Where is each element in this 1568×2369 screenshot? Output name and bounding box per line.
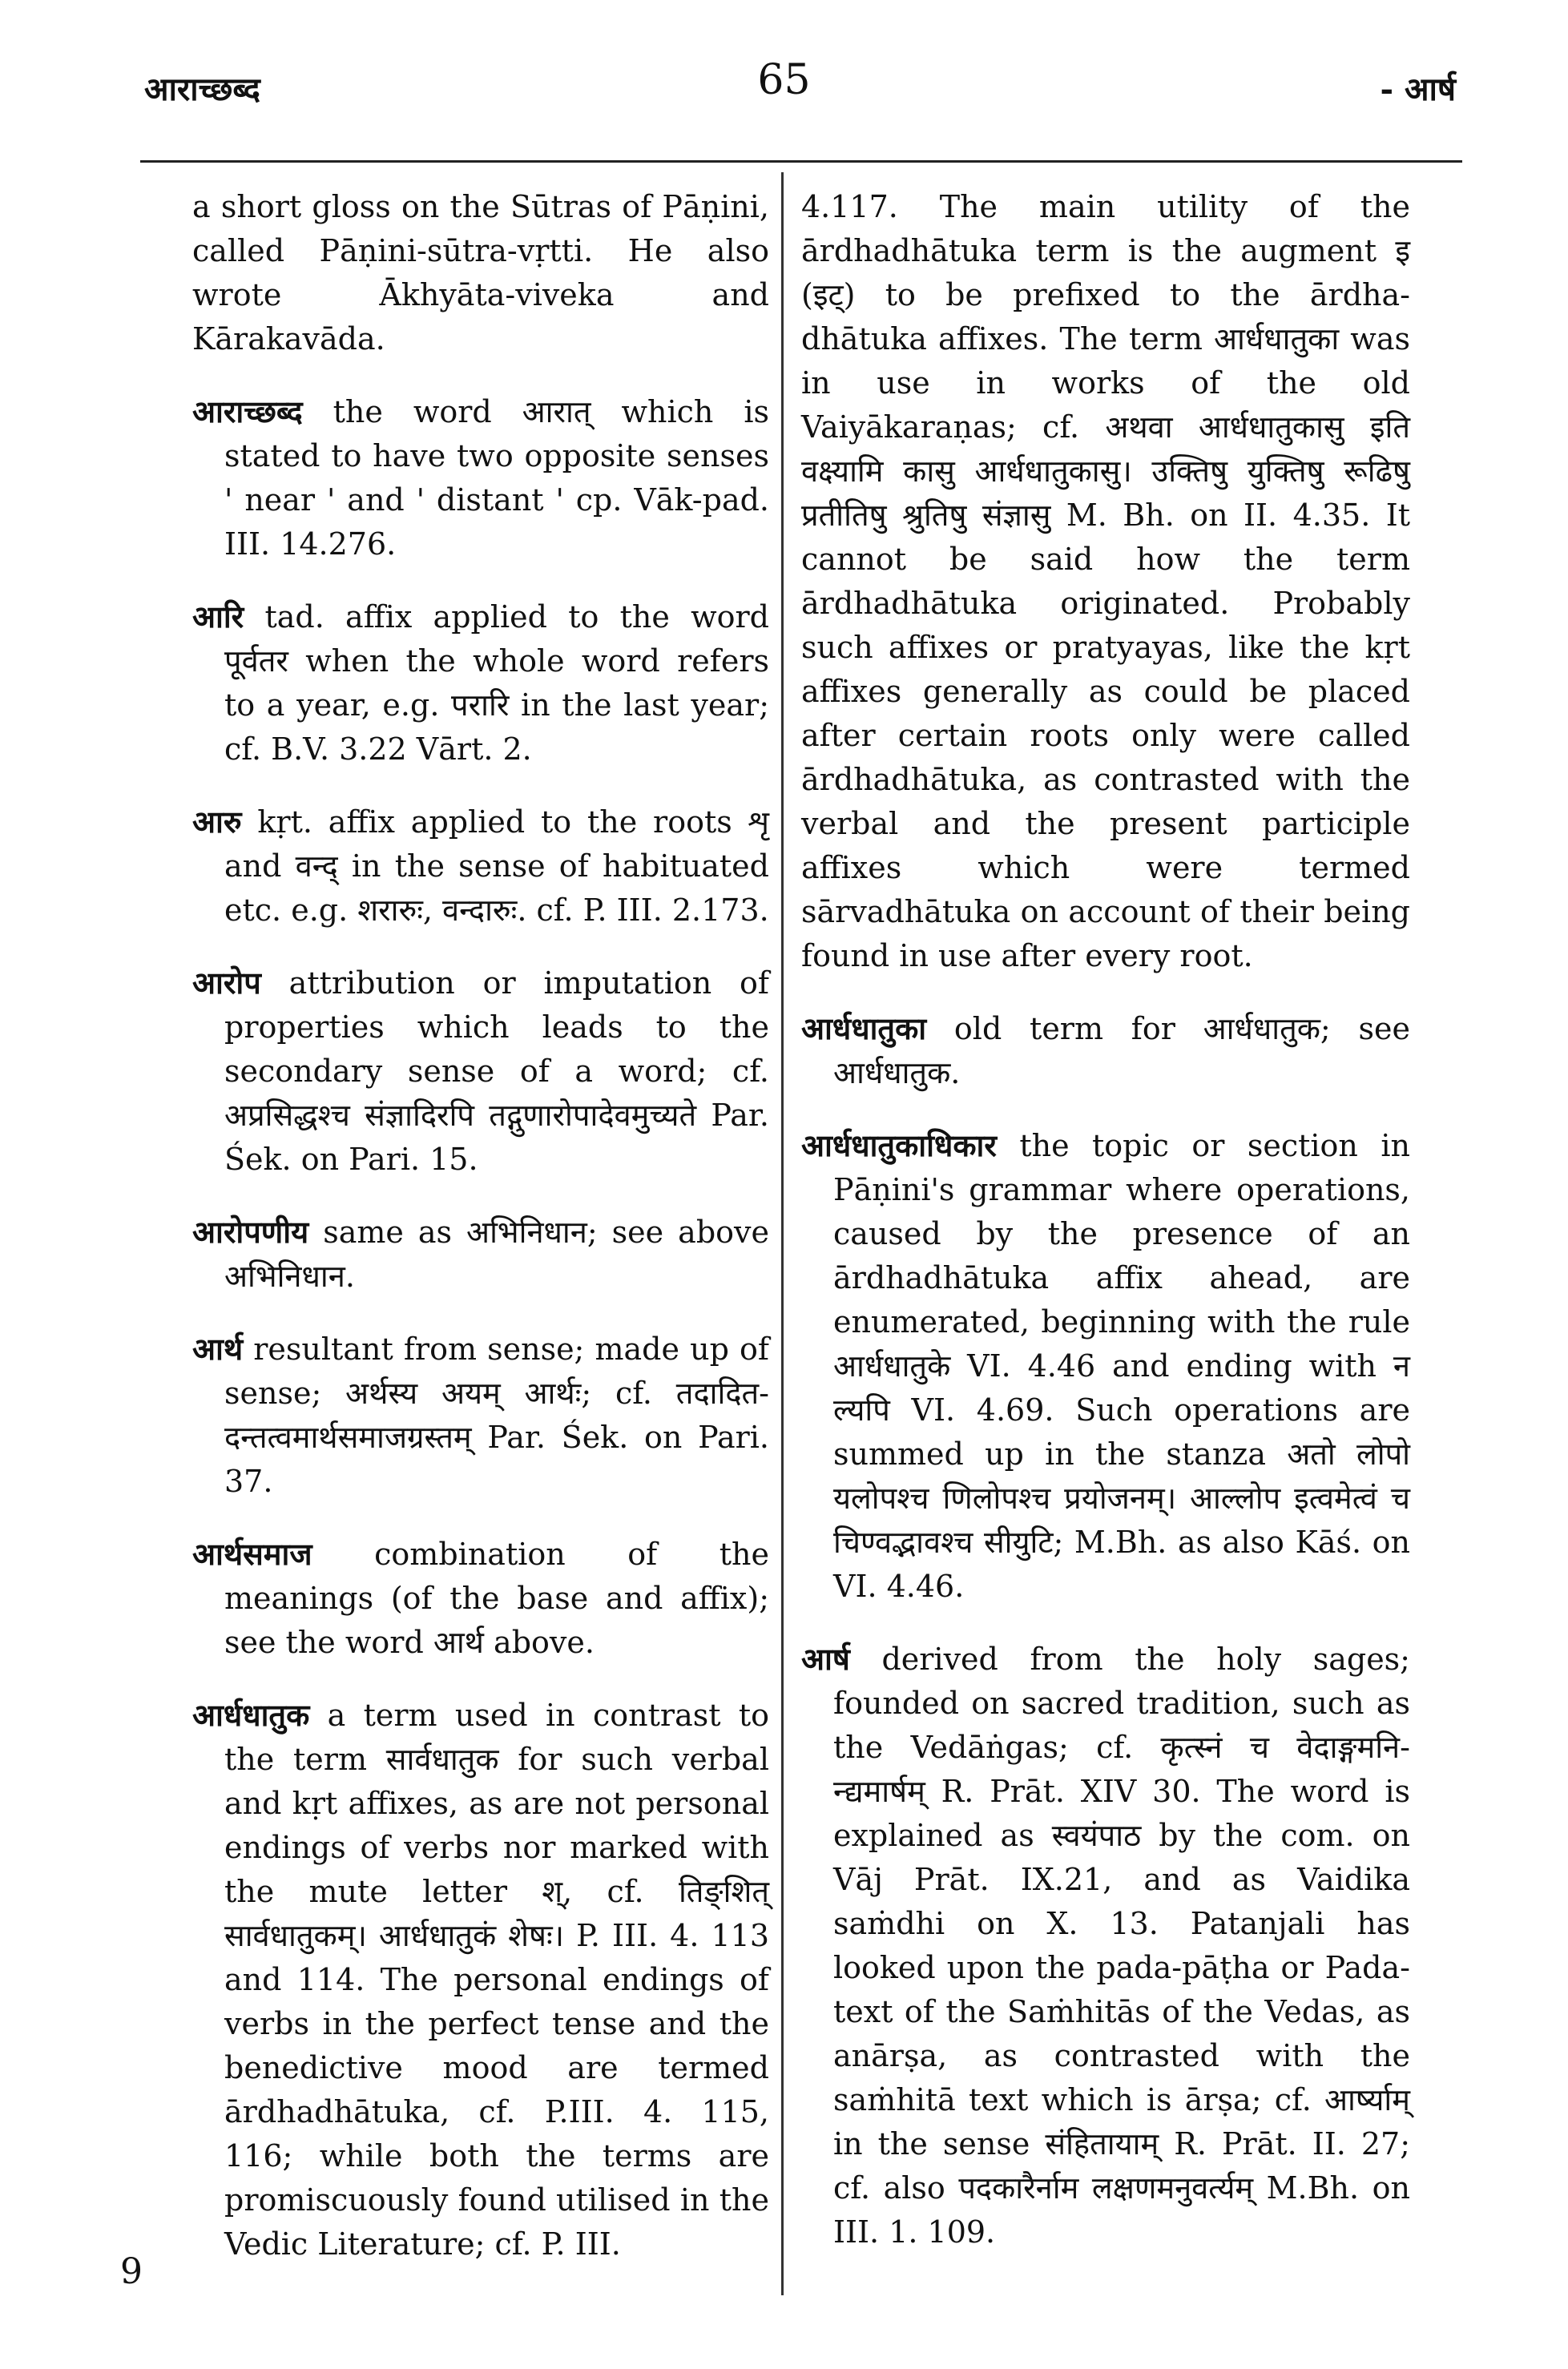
dictionary-entry [192, 800, 769, 933]
running-head-right: - आर्ष [1380, 71, 1456, 108]
entry-text: kṛt. affix applied to the roots शृ and वन्द् in the sense of habituated etc. e.g. शरारुः, वन्दारुः. cf. P. III. 2.173. [224, 804, 769, 928]
dictionary-entry [192, 1532, 769, 1665]
footer-mark: 9 [120, 2251, 143, 2292]
page-number: 65 [757, 56, 811, 104]
entry-text: 4.117. The main utility of the ārdhadhātuka term is the augment इ (इट्) to be prefixed to the ārdha-dhātuka affixes. The term आर्धधातुका was in use in works of the old Vaiyākaraṇas; cf. अथवा आर्धधातुकासु इति वक्ष्यामि कासु आर्धधातुकासु। उक्तिषु युक्तिषु रूढिषु प्रतीतिषु श्रुतिषु संज्ञासु M. Bh. on II. 4.35. It cannot be said how the term ārdhadhātuka originated. Probably such affixes or pratyayas, like the kṛt affixes generally as could be placed after certain roots only were called ārdhadhātuka, as contrasted with the verbal and the present participle affixes which were termed sārvadhātuka on account of their being found in use after every root. [801, 189, 1410, 973]
entry-headword: आराच्छब्द [192, 393, 303, 429]
dictionary-entry [192, 389, 769, 566]
entry-text: resultant from sense; made up of sense; अर्थस्य अयम् आर्थः; cf. तदादित-दन्तत्वमार्थसमाजग्रस्तम् Par. Śek. on Pari. 37. [224, 1332, 769, 1499]
entry-text: tad. affix applied to the word पूर्वतर when the whole word refers to a year, e.g. परारि in the last year; cf. B.V. 3.22 Vārt. 2. [224, 599, 769, 767]
dictionary-entry [192, 961, 769, 1182]
entry-headword: आर्थसमाज [192, 1536, 312, 1572]
left-column [192, 184, 769, 2294]
entry-headword: आर्ष [801, 1641, 850, 1677]
entry-text: derived from the holy sages; founded on sacred tradition, such as the Vedāṅgas; cf. कृत्स्नं च वेदाङ्गमनि-न्द्यमार्षम् R. Prāt. XIV 30. The word is explained as स्वयंपाठ by the com. on Vāj Prāt. IX.21, and as Vaidika saṁdhi on X. 13. Patanjali has looked upon the pada-pāṭha or Pada-text of the Saṁhitās of the Vedas, as anārṣa, as contrasted with the saṁhitā text which is ārṣa; cf. आर्ष्याम् in the sense संहितायाम् R. Prāt. II. 27; cf. also पदकारैर्नाम लक्षणमनुवर्त्यम् M.Bh. on III. 1. 109. [833, 1642, 1410, 2250]
entry-text: a short gloss on the Sūtras of Pāṇini, called Pāṇini-sūtra-vṛtti. He also wrote Ākhyāta-viveka and Kārakavāda. [192, 189, 769, 357]
dictionary-entry [801, 1637, 1410, 2254]
dictionary-entry [192, 1693, 769, 2266]
entry-headword: आरि [192, 598, 244, 635]
entry-headword: आर्धधातुकाधिकार [801, 1127, 997, 1163]
dictionary-entry [801, 1123, 1410, 1609]
entry-headword: आर्धधातुक [192, 1697, 310, 1733]
entry-text: the word आरात् which is stated to have two opposite senses ' near ' and ' distant ' cp. Vāk-pad. III. 14.276. [224, 394, 769, 562]
entry-headword: आर्धधातुका [801, 1010, 927, 1046]
dictionary-entry [192, 1327, 769, 1504]
column-divider [781, 172, 784, 2295]
dictionary-entry [192, 184, 769, 361]
header-rule [140, 160, 1462, 163]
right-column [801, 184, 1410, 2282]
page-header [0, 56, 1568, 128]
entry-text: combination of the meanings (of the base and affix); see the word आर्थ above. [224, 1537, 769, 1660]
entry-headword: आरु [192, 804, 242, 840]
dictionary-entry [801, 184, 1410, 978]
entry-text: the topic or section in Pāṇini's grammar where operations, caused by the presence of an ārdhadhātuka affix ahead, are enumerated, beginning with the rule आर्धधातुके VI. 4.46 and ending with न ल्यपि VI. 4.69. Such operations are summed up in the stanza अतो लोपो यलोपश्च णिलोपश्च प्रयोजनम्। आल्लोप इत्वमेत्वं च चिण्वद्भावश्च सीयुटि; M.Bh. as also Kāś. on VI. 4.46. [833, 1128, 1410, 1604]
dictionary-entry [801, 1006, 1410, 1095]
running-head-left: आराच्छब्द [144, 71, 260, 108]
entry-text: same as अभिनिधान; see above अभिनिधान. [224, 1215, 769, 1294]
dictionary-entry [192, 1210, 769, 1299]
entry-headword: आरोप [192, 965, 261, 1001]
entry-headword: आर्थ [192, 1331, 244, 1367]
entry-text: a term used in contrast to the term सार्वधातुक for such verbal and kṛt affixes, as are not personal endings of verbs nor marked with the mute letter श्, cf. तिङ्शित् सार्वधातुकम्। आर्धधातुकं शेषः। P. III. 4. 113 and 114. The personal endings of verbs in the perfect tense and the benedictive mood are termed ārdhadhātuka, cf. P.III. 4. 115, 116; while both the terms are promiscuously found utilised in the Vedic Literature; cf. P. III. [224, 1698, 769, 2262]
entry-text: old term for आर्धधातुक; see आर्धधातुक. [833, 1011, 1410, 1090]
dictionary-entry [192, 594, 769, 772]
entry-text: attribution or imputation of properties which leads to the secondary sense of a word; cf. अप्रसिद्धश्च संज्ञादिरपि तद्गुणारोपादेवमुच्यते Par. Śek. on Pari. 15. [224, 965, 769, 1177]
entry-headword: आरोपणीय [192, 1214, 309, 1250]
